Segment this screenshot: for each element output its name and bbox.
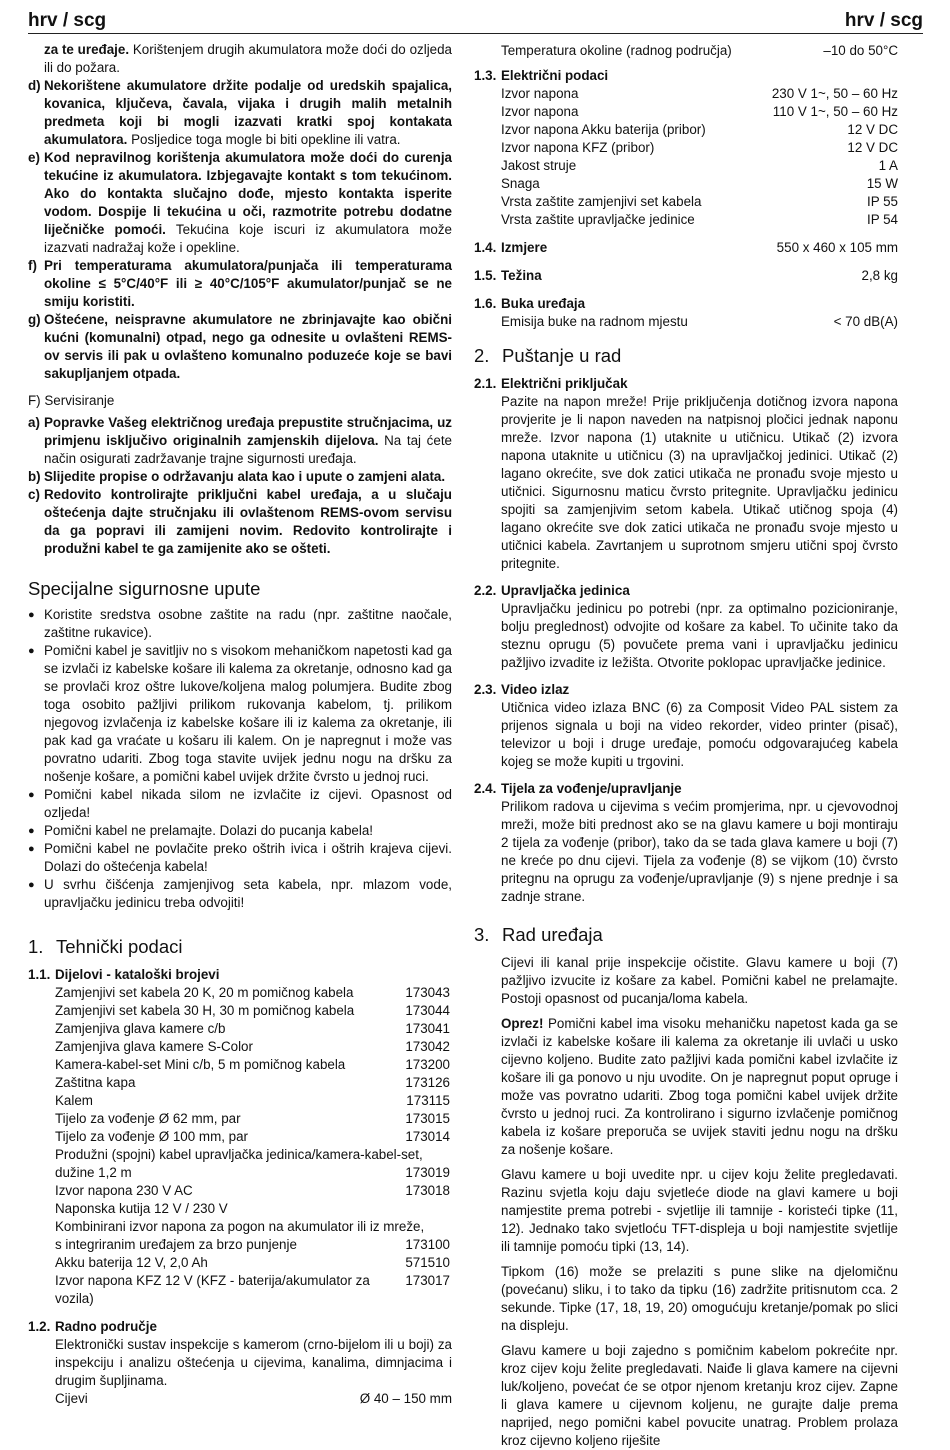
header-left-lang: hrv / scg (28, 10, 107, 31)
right-column (474, 41, 898, 1450)
section-2-3-title: 2.3. Video izlaz (474, 682, 570, 697)
electrical-row (474, 139, 898, 157)
item-g: g) Oštećene, neispravne akumulatore ne zbrinjavajte kao obični kućni (komunalni) otpad, nego ga odnesite u ovlašteni REMS-ov servis ili pak u ovlašteno komunalno poduzeće koje se bavi sakupljanjem otpada. (28, 312, 452, 381)
electrical-row (474, 193, 898, 211)
section-2-3-text: Utičnica video izlaza BNC (6) za Composit Video PAL sistem za prijenos signala u boji na video rekorder, video printer (pisač), televizor u boji i druge uređaje, pomoću odgovarajućeg kabela kojeg se može kupiti u trgovini. (501, 700, 898, 769)
part-name: Tijelo za vođenje Ø 62 mm, par (55, 1111, 241, 1126)
electrical-value: 12 V DC (847, 140, 898, 155)
noise-row: Emisija buke na radnom mjestu < 70 dB(A) (501, 314, 898, 329)
bullet-text: Pomični kabel je savitljiv no s visokom mehaničkom napetosti kad ga se izvlači iz kabelske košare ili kalema za okretanje, odnosno kad ga se provlači kroz oštre lukove/koljena malog polumjera. Budite zbog toga osobito pažljivi prilikom rukovanja kabelom, tj. prilikom njegovog izvlačenja iz kabelske košare ili iz kalema za okretanje, ili pak kad ga vraćate u košaru ili kalem. On je napregnut i može vas povratno udariti. Zbog toga stavite uvijek jednu nogu na dršku za nošenje košare, a pomični kabel uvijek držite čvrsto u jednoj ruci. (44, 643, 452, 784)
bullet-item (28, 822, 452, 840)
bullet-item (28, 786, 452, 822)
electrical-value: 12 V DC (847, 122, 898, 137)
electrical-label: Izvor napona KFZ (pribor) (501, 140, 655, 155)
part-number: 173017 (405, 1273, 450, 1288)
section-2-1-title: 2.1. Električni priključak (474, 376, 628, 391)
part-number: 173014 (405, 1129, 450, 1144)
section-3-p2: Oprez! Pomični kabel ima visoku mehaničku napetost kada ga se izvlači iz kabelske košare ili kalema za okretanje ili uvlači u usko cijevno koljeno. Budite zato pažljivi kada pomični kabel izvlačite iz košare ili ga ponovo u nju uvodite. On je napregnut poput opruge i može vas povratno udariti. Zbog toga pomični kabel uvijek držite čvrsto u jednoj ruci. Za kontrolirano i sigurno izvlačenje pomičnog kabela iz košare preporuča se uvijek staviti jednu nogu na dršku za nošenje košare. (501, 1016, 898, 1157)
part-row-combined: Kombinirani izvor napona za pogon na akumulator ili iz mreže, (55, 1219, 425, 1234)
section-1-2-text: Elektronički sustav inspekcije s kamerom (crno-bijelom ili u boji) za inspekciju i analizu oštećenja u cijevima, kanalima, dimnjacima i drugim šupljinama. (55, 1337, 452, 1388)
bullet-text: Koristite sredstva osobne zaštite na radu (npr. zaštitne naočale, zaštitne rukavice). (44, 607, 452, 640)
part-row-extension: Produžni (spojni) kabel upravljačka jedinica/kamera-kabel-set, (55, 1147, 423, 1162)
section-1-3-title: 1.3. Električni podaci (474, 68, 609, 83)
electrical-label: Snaga (501, 176, 540, 191)
part-number: 173042 (405, 1039, 450, 1054)
part-row (55, 1092, 452, 1110)
pipe-range-row: Cijevi Ø 40 – 150 mm (55, 1391, 452, 1406)
bullet-dot-icon: ● (28, 645, 35, 657)
section-2-title: 2. Puštanje u rad (474, 345, 622, 366)
item-d: d) Nekorištene akumulatore držite podalje od uredskih spajalica, kovanica, ključeva, čavala, vijaka i drugih malih metalnih predmeta koji bi mogli izazvati kratki spoj kontakata akumulatora. Posljedice toga mogle bi biti opekline ili vatra. (28, 78, 452, 147)
part-name: Zamjenjivi set kabela 20 K, 20 m pomičnog kabela (55, 985, 354, 1000)
item-Fb: b) Slijedite propise o održavanju alata kao i upute o zamjeni alata. (28, 469, 446, 484)
section-2-2-title: 2.2. Upravljačka jedinica (474, 583, 630, 598)
bullet-item (28, 876, 452, 912)
electrical-row (474, 85, 898, 103)
bullet-text: U svrhu čišćenja zamjenjivog seta kabela, npr. mlazom vode, upravljačku jedinicu treba odvojiti! (44, 877, 452, 910)
part-name: Naponska kutija 12 V / 230 V (55, 1201, 228, 1216)
item-f: f) Pri temperaturama akumulatora/punjača ili temperaturama okoline ≤ 5°C/40°F ili ≥ 40°C/105°F akumulator/punjač se ne smiju koristiti. (28, 258, 452, 309)
part-row (55, 1254, 452, 1272)
part-number: 173015 (405, 1111, 450, 1126)
part-row (55, 1272, 452, 1308)
bullet-dot-icon: ● (28, 825, 35, 837)
left-column (28, 41, 452, 1408)
section-1-5-row: 1.5. Težina 2,8 kg (474, 268, 898, 283)
electrical-value: IP 54 (866, 212, 898, 227)
part-number: 173200 (405, 1057, 450, 1072)
part-number: 173018 (405, 1183, 450, 1198)
special-safety-list (28, 606, 452, 912)
bullet-dot-icon: ● (28, 879, 35, 891)
part-row (55, 1074, 452, 1092)
part-number: 173126 (405, 1075, 450, 1090)
section-3-p5: Glavu kamere u boji zajedno s pomičnim kabelom pokrećite npr. kroz cijev koju želite pregledavati. Naiđe li glava kamere na cijevni luk/koljeno, povećat će se otpor njenom kretanju kroz cijev. Zapne li glava kamere u cijevnom koljenu, ne gurajte dalje prema naprijed, nego pomični kabel povucite unatrag. Problem prolaza kroz cijevno koljeno riješite (501, 1343, 898, 1448)
part-row-combined-2: s integriranim uređajem za brzo punjenje 173100 (55, 1237, 450, 1252)
part-name: Zamjenjiva glava kamere S-Color (55, 1039, 253, 1054)
bullet-item (28, 840, 452, 876)
parts-list (28, 984, 452, 1308)
section-1-2-title: 1.2. Radno područje (28, 1319, 157, 1334)
part-number: 173044 (405, 1003, 450, 1018)
part-name: Zamjenjiva glava kamere c/b (55, 1021, 226, 1036)
electrical-value: 230 V 1~, 50 – 60 Hz (771, 86, 898, 101)
part-number: 571510 (405, 1255, 450, 1270)
electrical-label: Izvor napona (501, 104, 579, 119)
part-name: Izvor napona KFZ 12 V (KFZ - baterija/akumulator za vozila) (55, 1273, 370, 1306)
part-name: Zaštitna kapa (55, 1075, 136, 1090)
electrical-value: IP 55 (866, 194, 898, 209)
part-row (55, 1128, 452, 1146)
bullet-text: Pomični kabel nikada silom ne izvlačite iz cijevi. Opasnost od ozljeda! (44, 787, 452, 820)
part-name: Zamjenjivi set kabela 30 H, 30 m pomičnog kabela (55, 1003, 355, 1018)
item-e: e) Kod nepravilnog korištenja akumulatora može doći do curenja tekućine iz akumulatora. Izbjegavajte kontakt s tom tekućinom. Ako do kontakta slučajno dođe, mjesto kontakta isperite vodom. Dospije li tekućina u oči, razmotrite potrebu dodatne liječničke pomoći. Tekućina koje iscuri iz akumulatora može izazvati nadražaj kože i opekline. (28, 150, 453, 255)
section-2-4-title: 2.4. Tijela za vođenje/upravljanje (474, 781, 682, 796)
part-row (55, 984, 452, 1002)
part-row (55, 1200, 452, 1218)
section-1-1-title: 1.1. Dijelovi - kataloški brojevi (28, 967, 220, 982)
servicing-title: F) Servisiranje (28, 393, 115, 408)
bullet-dot-icon: ● (28, 843, 35, 855)
section-1-6-title: 1.6. Buka uređaja (474, 296, 586, 311)
part-row (55, 1182, 452, 1200)
page-header (28, 8, 923, 34)
section-3-p3: Glavu kamere u boji uvedite npr. u cijev koju želite pregledavati. Razinu svjetla koju daju svjetleće diode na glavi kamere u boji namjestite prema potrebi - svjetlije ili tamnije - koristeći tipke (11, 12). Jednako tako svjetloću TFT-displeja u boji namjestite svjetlije ili tamnije pomoću tipki (13, 14). (501, 1167, 898, 1254)
electrical-label: Vrsta zaštite upravljačke jedinice (501, 212, 695, 227)
electrical-row (474, 121, 898, 139)
electrical-row (474, 175, 898, 193)
section-2-4-text: Prilikom radova u cijevima s većim promjerima, npr. u cjevovodnoj mreži, može biti prednost ako se na glavu kamere u boji montiraju 2 tijela za vođenje (pribor), tako da se tada glava kamere u boji (7) ne kreće po dnu cijevi. Tijela za vođenje (8) se vijkom (10) čvrsto pritegnu na oprugu za vođenje/upravljanje (9) s njene prednje i sa zadnje strane. (501, 799, 898, 904)
section-3-p1: Cijevi ili kanal prije inspekcije očistite. Glavu kamere u boji (7) pažljivo izvucite iz košare za kabel. Pomični kabel ne prelamajte. Postoji opasnost od pucanja/loma kabela. (501, 955, 898, 1006)
part-row-extension-2: dužine 1,2 m 173019 (55, 1165, 450, 1180)
bullet-text: Pomični kabel ne povlačite preko oštrih ivica i oštrih krajeva cijevi. Dolazi do oštećenja kabela! (44, 841, 452, 874)
electrical-row (474, 157, 898, 175)
section-3-p4: Tipkom (16) može se prelaziti s pune slike na djelomičnu (povećanu) sliku, i to tako da tipku (16) zadržite pritisnutom cca. 2 sekunde. Tipke (17, 18, 19, 20) omogućuju kretanje/pomak po slici na displeju. (501, 1264, 898, 1333)
item-Fc: c) Redovito kontrolirajte priključni kabel uređaja, a u slučaju oštećenja dajte stručnjaku ili ovlaštenom REMS-ovom servisu da ga popravi ili zamijeni novim. Redovito kontrolirajte i produžni kabel te ga zamijenite ako se ošteti. (28, 487, 452, 556)
part-name: Akku baterija 12 V, 2,0 Ah (55, 1255, 208, 1270)
section-1-title: 1. Tehnički podaci (28, 936, 183, 957)
item-Fa: a) Popravke Vašeg električnog uređaja prepustite stručnjacima, uz primjenu isključivo originalnih zamjenskih dijelova. Na taj ćete način osigurati zadržavanje trajne sigurnosti uređaja. (28, 415, 452, 466)
part-number: 173041 (405, 1021, 450, 1036)
header-right-lang: hrv / scg (844, 10, 923, 31)
electrical-label: Izvor napona Akku baterija (pribor) (501, 122, 706, 137)
electrical-value: 1 A (878, 158, 898, 173)
electrical-data-list (474, 85, 898, 229)
part-row (55, 1110, 452, 1128)
electrical-value: 15 W (866, 176, 898, 191)
electrical-label: Vrsta zaštite zamjenjivi set kabela (501, 194, 702, 209)
section-2-1-text: Pazite na napon mreže! Prije priključenja dotičnog izvora napona provjerite je li napon naveden na natpisnoj pločici jednak naponu mreže. Izvor napona (1) utaknite u utičnicu. Utikač (2) izvora napona utaknite u utičnicu (3) na upravljačkoj jedinici. Utikač (2) lagano okrećite, sve dok zatici utikača ne pronađu svoje mjesto u utičnici. Sigurnosnu maticu čvrsto pritegnite. Upravljačku jedinicu spojiti sa zamjenjivim setom kabela. Utikač utičnog spoja (4) lagano okrećite sve dok zatici utikača ne pronađu svoje mjesto u utičnici kabela. Zavrtanjem u suprotnom smjeru utični spoj čvrsto pritegnite. (501, 394, 899, 571)
special-safety-title: Specijalne sigurnosne upute (28, 578, 261, 599)
part-name: Tijelo za vođenje Ø 100 mm, par (55, 1129, 249, 1144)
part-row (55, 1056, 452, 1074)
part-name: Izvor napona 230 V AC (55, 1183, 193, 1198)
ambient-temp-row: Temperatura okoline (radnog područja) –10 do 50°C (501, 43, 898, 58)
bullet-dot-icon: ● (28, 789, 35, 801)
section-1-4-row: 1.4. Izmjere 550 x 460 x 105 mm (474, 240, 898, 255)
bullet-text: Pomični kabel ne prelamajte. Dolazi do pucanja kabela! (44, 823, 374, 838)
electrical-row (474, 211, 898, 229)
bullet-item (28, 642, 452, 786)
part-number: 173115 (406, 1093, 450, 1108)
electrical-row (474, 103, 898, 121)
part-name: Kalem (55, 1093, 93, 1108)
electrical-value: 110 V 1~, 50 – 60 Hz (772, 104, 898, 119)
part-number: 173043 (405, 985, 450, 1000)
part-row (55, 1002, 452, 1020)
bullet-item (28, 606, 452, 642)
bullet-dot-icon: ● (28, 609, 35, 621)
section-3-title: 3. Rad uređaja (474, 924, 603, 945)
electrical-label: Jakost struje (501, 158, 577, 173)
electrical-label: Izvor napona (501, 86, 579, 101)
part-name: Kamera-kabel-set Mini c/b, 5 m pomičnog kabela (55, 1057, 346, 1072)
intro-paragraph: za te uređaje. Korištenjem drugih akumulatora može doći do ozljeda ili do požara. (44, 42, 453, 75)
section-2-2-text: Upravljačku jedinicu po potrebi (npr. za optimalno pozicioniranje, bolju preglednost) odvojite od košare za kabel. To učinite tako da steznu oprugu (5) povučete prema vani i upravljačku jedinicu pažljivo izvadite iz ležišta. Otvorite poklopac upravljačke jedinice. (501, 601, 898, 670)
part-row (55, 1020, 452, 1038)
part-row (55, 1038, 452, 1056)
